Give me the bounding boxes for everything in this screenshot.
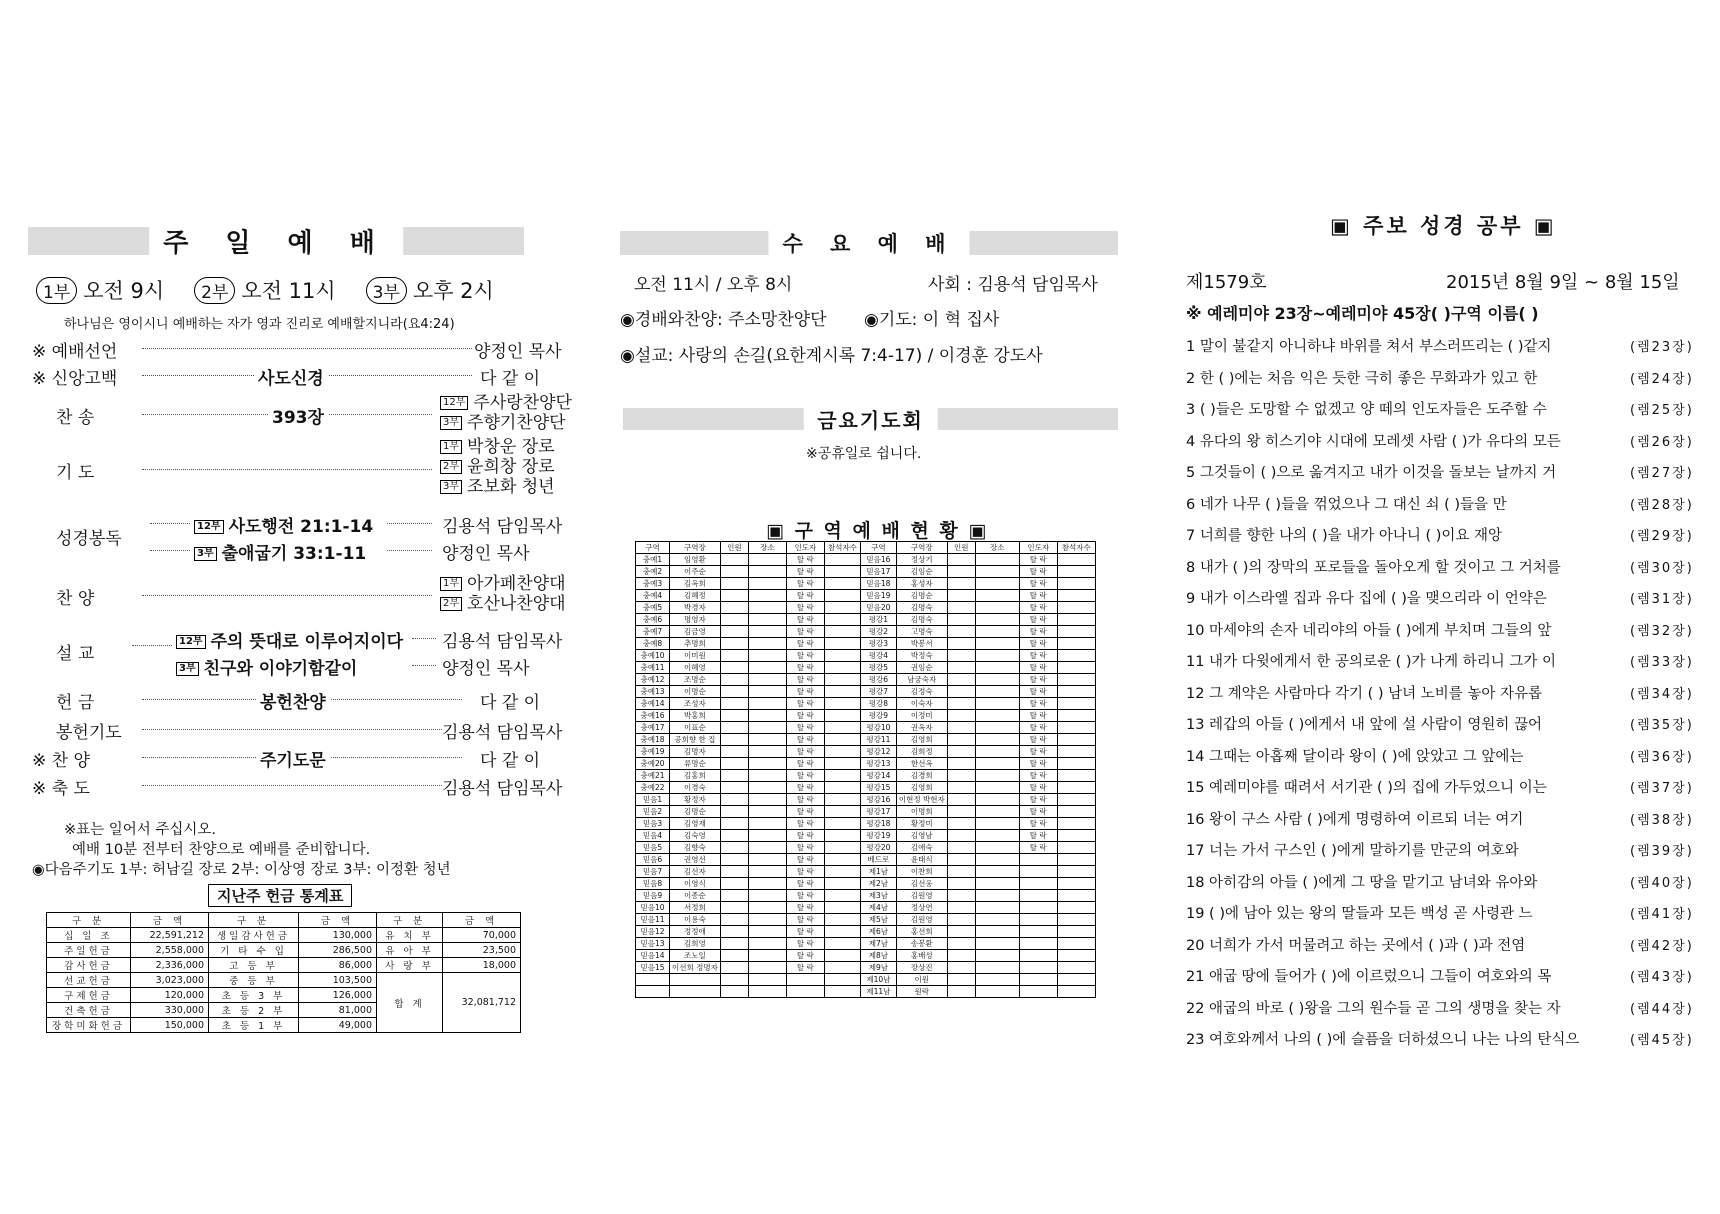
cell-row: 믿음5 김향숙 탈 락 평강20 김애숙 탈 락 [636,842,1096,854]
cell-row: 믿음14 조노일 탈 락 제8남 홍배성 [636,950,1096,962]
cell-row: 충예22 이경숙 탈 락 평강15 김영희 탈 락 [636,782,1096,794]
wednesday-praise: ◉경배와찬양: 주소망찬양단 [620,310,827,330]
cell-rows [636,554,1096,998]
study-question: 4 유다의 왕 히스기야 시대에 모레셋 사람 ( )가 유다의 모든 (렘26장) [1186,430,1561,451]
service-time-3: 3부 오후 2시 [366,275,494,305]
study-question: 10 마세야의 손자 네리야의 아들 ( )에게 부치며 그들의 앞 (렘32장) [1186,619,1551,640]
cell-row: 제11남 원락 [636,986,1096,998]
study-question: 12 그 계약은 사람마다 각기 ( ) 남녀 노비를 놓아 자유롭 (렘34장) [1186,682,1542,703]
offering-row: 감사헌금 2,336,000 고 등 부 86,000 사 랑 부 18,000 [47,958,521,973]
next-prayer-note: ◉다음주기도 1부: 허남길 장로 2부: 이상영 장로 3부: 이정환 청년 [32,862,451,878]
question-reference: (렘32장) [1630,623,1694,639]
praise-choirs: 1부 아가페찬양대 2부 호산나찬양대 [440,574,566,614]
study-question: 22 애굽의 바로 ( )왕을 그의 원수들 곧 그의 생명을 찾는 자 (렘44장) [1186,997,1561,1018]
question-reference: (렘23장) [1630,340,1694,355]
cell-row: 충예3 김옥희 탈 락 믿음18 홍성자 탈 락 [636,578,1096,590]
cell-title: ▣ 구 역 예 배 현 황 ▣ [766,520,989,542]
order-of-worship: ※ 예배선언 양정인 목사 ※ 신앙고백 사도신경 다 같 이 찬 송 393장 12부 주사랑찬양단 3부 주향기찬양단 기 도 1부 박창운 장로 2부 윤희창 장로 3부 조보화 청년 성경봉독 12부 사도행전 21:1-14 3부 출애굽기 33:1-11 김용석 담임목사 양정인 목사 찬 양 1부 아가페찬양대 2부 호산나찬양대 설 교 12부 주의 뜻대로 이루어지이다 3부 친구와 이야기함같이 김용석 담임목사 양정인 목사 헌 금 봉헌찬양 다 같 이 봉헌기도 김용석 담임목사 ※ 찬 양 주기도문 다 같 이 ※ 축 도 김용석 담임목사 [32,342,572,799]
study-question: 20 너희가 가서 머물려고 하는 곳에서 ( )과 ( )과 전염 (렘42장) [1186,934,1525,955]
study-question: 17 너는 가서 구스인 ( )에게 말하기를 만군의 여호와 (렘39장) [1186,839,1519,860]
offering-row: 선교헌금 3,023,000 중 등 부 103,500 합 계 32,081,712 [47,973,521,988]
offering-total: 32,081,712 [443,973,521,1033]
cell-row: 믿음4 김숙영 탈 락 평강19 김영남 탈 락 [636,830,1096,842]
cell-row: 제10남 이원 [636,974,1096,986]
question-reference: (렘33장) [1630,655,1694,670]
cell-row: 충예20 류명순 탈 락 평강13 한선옥 탈 락 [636,758,1096,770]
question-reference: (렘30장) [1630,560,1694,576]
study-question: 7 너희를 향한 나의 ( )을 내가 아나니 ( )이요 재앙 (렘29장) [1186,524,1502,545]
cell-row: 믿음1 황정자 탈 락 평강16 이현정 박현자 탈 락 [636,794,1096,806]
prayer-list: 1부 박창운 장로 2부 윤희창 장로 3부 조보화 청년 [440,437,555,497]
cell-row: 믿음10 서정희 탈 락 제4남 정상연 [636,902,1096,914]
study-question: 13 레갑의 아들 ( )에게서 내 앞에 설 사람이 영원히 끊어 (렘35장) [1186,713,1542,734]
sunday-title: 주 일 예 배 [149,223,403,260]
study-question: 18 아히감의 아들 ( )에게 그 땅을 맡기고 남녀와 유아와 (렘40장) [1186,871,1537,892]
wednesday-sermon: ◉설교: 사랑의 손길(요한계시록 7:4-17) / 이경훈 강도사 [620,346,1043,366]
question-reference: (렘39장) [1630,844,1694,859]
order-row: 설 교 12부 주의 뜻대로 이루어지이다 3부 친구와 이야기함같이 김용석 담임목사 양정인 목사 [32,625,572,679]
cell-row: 충예2 이주순 탈 락 믿음17 김임순 탈 락 [636,566,1096,578]
wednesday-title: 수 요 예 배 [768,228,969,258]
study-question: 3 ( )들은 도망할 수 없겠고 양 떼의 인도자들은 도주할 수 (렘25장) [1186,398,1547,419]
question-reference: (렘37장) [1630,781,1694,796]
cell-row: 충예7 김금영 탈 락 평강2 고명숙 탈 락 [636,626,1096,638]
order-row: 찬 송 393장 12부 주사랑찬양단 3부 주향기찬양단 [56,393,572,433]
wednesday-host: 사회 : 김용석 담임목사 [928,275,1098,295]
prep-note: 예배 10분 전부터 찬양으로 예배를 준비합니다. [72,842,371,858]
wednesday-prayer: ◉기도: 이 혁 집사 [864,310,1000,330]
study-question: 23 여호와께서 나의 ( )에 슬픔을 더하셨으니 나는 나의 탄식으 (렘45장) [1186,1028,1579,1049]
cell-row: 충예8 추명희 탈 락 평강3 박봉서 탈 락 [636,638,1096,650]
offering-rows [47,928,521,1033]
friday-header [623,408,1118,433]
cell-row: 충예19 김명자 탈 락 평강12 김희정 탈 락 [636,746,1096,758]
question-reference: (렘35장) [1630,718,1694,733]
study-question: 9 내가 이스라엘 집과 유다 집에 ( )을 맺으리라 이 언약은 (렘31장) [1186,587,1547,608]
cell-row: 믿음11 이용숙 탈 락 제5남 김원영 [636,914,1096,926]
question-reference: (렘44장) [1630,1001,1694,1017]
reading-1: 12부 사도행전 21:1-14 [194,512,373,537]
cell-row: 믿음9 이종순 탈 락 제3남 김원영 [636,890,1096,902]
cell-row: 충예5 박경자 탈 락 믿음20 김명숙 탈 락 [636,602,1096,614]
theme-verse: 하나님은 영이시니 예배하는 자가 영과 진리로 예배할지니라(요4:24) [64,317,455,332]
cell-row: 믿음3 김영재 탈 락 평강18 황정미 탈 락 [636,818,1096,830]
question-reference: (렘45장) [1630,1033,1694,1048]
issue-date: 2015년 8월 9일 ~ 8월 15일 [1446,272,1680,293]
cell-row: 충예12 조명순 탈 락 평강6 남궁숙자 탈 락 [636,674,1096,686]
cell-row: 믿음2 김명순 탈 락 평강17 이명희 탈 락 [636,806,1096,818]
study-question: 16 왕이 구스 사람 ( )에게 명령하여 이르되 너는 여기 (렘38장) [1186,808,1523,829]
cell-row: 충예17 이표순 탈 락 평강10 권옥자 탈 락 [636,722,1096,734]
offering-row: 구제헌금 120,000 초 등 3 부 126,000 [47,988,521,1003]
hymn-choirs: 12부 주사랑찬양단 3부 주향기찬양단 [440,393,572,433]
service-time-2: 2부 오전 11시 [194,275,336,305]
cell-row: 믿음8 이영식 탈 락 제2남 김선웅 [636,878,1096,890]
cell-row: 믿음7 김선자 탈 락 제1남 이찬희 [636,866,1096,878]
offering-row: 건축헌금 330,000 초 등 2 부 81,000 [47,1003,521,1018]
friday-note: ※공휴일로 쉽니다. [806,446,922,462]
cell-row: 충예1 임영환 탈 락 믿음16 정상기 탈 락 [636,554,1096,566]
study-question: 21 애굽 땅에 들어가 ( )에 이르렀으니 그들이 여호와의 목 (렘43장) [1186,965,1551,986]
study-question: 11 내가 다윗에게서 한 공의로운 ( )가 나게 하리니 그가 이 (렘33장) [1186,650,1556,671]
offering-row: 주일헌금 2,558,000 기 타 수 입 286,500 유 아 부 23,500 [47,943,521,958]
cell-row: 충예11 이혜영 탈 락 평강5 권임순 탈 락 [636,662,1096,674]
study-scope: ※ 예레미야 23장~예레미야 45장( )구역 이름( ) [1186,304,1539,323]
question-reference: (렘41장) [1630,907,1694,922]
question-reference: (렘40장) [1630,875,1694,891]
standing-note: ※표는 일어서 주십시오. [64,822,217,838]
order-row: 성경봉독 12부 사도행전 21:1-14 3부 출애굽기 33:1-11 김용석 담임목사 양정인 목사 [32,510,572,564]
question-reference: (렘24장) [1630,371,1694,387]
study-question: 14 그때는 아홉째 달이라 왕이 ( )에 앉았고 그 앞에는 (렘36장) [1186,745,1523,766]
question-reference: (렘43장) [1630,970,1694,985]
cell-row: 충예13 이명순 탈 락 평강7 김정숙 탈 락 [636,686,1096,698]
study-question: 5 그것들이 ( )으로 옮겨지고 내가 이것을 돌보는 날까지 거 (렘27장) [1186,461,1556,482]
cell-row: 충예21 김홍희 탈 락 평강14 김경희 탈 락 [636,770,1096,782]
question-reference: (렘27장) [1630,466,1694,481]
offering-title: 지난주 헌금 통계표 [208,884,352,907]
order-row: 찬 양 1부 아가페찬양대 2부 호산나찬양대 [56,574,566,614]
question-reference: (렘36장) [1630,749,1694,765]
offering-row: 십 일 조 22,591,212 생일감사헌금 130,000 유 치 부 70,000 [47,928,521,943]
question-reference: (렘26장) [1630,434,1694,450]
question-reference: (렘34장) [1630,686,1694,702]
study-question: 8 내가 ( )의 장막의 포로들을 돌아오게 할 것이고 그 거처를 (렘30장) [1186,556,1561,577]
question-reference: (렘42장) [1630,938,1694,954]
study-question: 15 예레미야를 때려서 서기관 ( )의 집에 가두었으니 이는 (렘37장) [1186,776,1547,797]
sermon-2: 3부 친구와 이야기함같이 [176,654,357,679]
cell-row: 충예10 이미원 탈 락 평강4 박정숙 탈 락 [636,650,1096,662]
offering-row: 장학미화헌금 150,000 초 등 1 부 49,000 [47,1018,521,1033]
sermon-1: 12부 주의 뜻대로 이루어지이다 [176,627,403,652]
cell-row: 충예4 김혜정 탈 락 믿음19 김명순 탈 락 [636,590,1096,602]
study-question: 1 말이 불같지 아니하냐 바위를 쳐서 부스러뜨리는 ( )같지 (렘23장) [1186,335,1552,356]
friday-title: 금요기도회 [803,405,938,434]
study-question: 2 한 ( )에는 처음 익은 듯한 극히 좋은 무화과가 있고 한 (렘24장) [1186,367,1537,388]
cell-row: 충예16 박홍희 탈 락 평강9 이정미 탈 락 [636,710,1096,722]
cell-row: 충예18 공희향 한 집 탈 락 평강11 김영희 탈 락 [636,734,1096,746]
question-reference: (렘29장) [1630,529,1694,544]
question-reference: (렘25장) [1630,403,1694,418]
offering-table: 구 분 금 액 구 분 금 액 구 분 금 액 십 일 조 22,591,212 생일감사헌금 130,000 유 치 부 70,000 주일헌금 2,558,000 기 타 수 입 286,500 유 아 부 23,500 감사헌금 2,336,000 고 등 부 86,000 사 랑 부 18,000 선교헌금 3,023,000 중 등 부 103,500 합 계 32,081,712 구제헌금 120,000 초 등 3 부 126,000 건축헌금 330,000 초 등 2 부 81,000 장학미화헌금 150,000 초 등 1 부 49,000 [46,912,521,1033]
question-reference: (렘28장) [1630,497,1694,513]
issue-number: 제1579호 [1186,272,1267,293]
wednesday-header [620,231,1118,255]
order-row: 기 도 1부 박창운 장로 2부 윤희창 장로 3부 조보화 청년 [56,437,555,497]
bible-title: ▣ 주보 성경 공부 ▣ [1330,214,1557,238]
cell-row: 충예14 조성자 탈 락 평강8 이숙자 탈 락 [636,698,1096,710]
cell-table: 구역 구역장 인원 장소 인도자 참석자수 구역 구역장 인원 장소 인도자 참석자수 충예1 임영환 탈 락 믿음16 정상기 탈 락 충예2 이주순 탈 락 믿음17 김임순 탈 락 충예3 김옥희 탈 락 믿음18 홍성자 탈 락 충예4 김혜정 탈 락 믿음19 김명순 탈 락 충예5 박경자 탈 락 믿음20 김명숙 탈 락 충예6 명영자 탈 락 평강1 김명숙 탈 락 충예7 김금영 탈 락 평강2 고명숙 탈 락 충예8 추명희 탈 락 평강3 박봉서 탈 락 충예10 이미원 탈 락 평강4 박정숙 탈 락 충예11 이혜영 탈 락 평강5 권임순 탈 락 충예12 조명순 탈 락 평강6 남궁숙자 탈 락 충예13 이명순 탈 락 평강7 김정숙 탈 락 충예14 조성자 탈 락 평강8 이숙자 탈 락 충예16 박홍희 탈 락 평강9 이정미 탈 락 충예17 이표순 탈 락 평강10 권옥자 탈 락 충예18 공희향 한 집 탈 락 평강11 김영희 탈 락 충예19 김명자 탈 락 평강12 김희정 탈 락 충예20 류명순 탈 락 평강13 한선옥 탈 락 충예21 김홍희 탈 락 평강14 김경희 탈 락 충예22 이경숙 탈 락 평강15 김영희 탈 락 믿음1 황정자 탈 락 평강16 이현정 박현자 탈 락 믿음2 김명순 탈 락 평강17 이명희 탈 락 믿음3 김영재 탈 락 평강18 황정미 탈 락 믿음4 김숙영 탈 락 평강19 김영남 탈 락 믿음5 김향숙 탈 락 평강20 김애숙 탈 락 믿음6 권영선 탈 락 베드로 윤태식 믿음7 김선자 탈 락 제1남 이찬희 믿음8 이영식 탈 락 제2남 김선웅 믿음9 이종순 탈 락 제3남 김원영 믿음10 서정희 탈 락 제4남 정상연 믿음11 이용숙 탈 락 제5남 김원영 믿음12 정정애 탈 락 제6남 홍선희 믿음13 김희영 탈 락 제7남 송봉환 믿음14 조노일 탈 락 제8남 홍배성 믿음15 이선희 정명자 탈 락 제9남 장상진 제10남 이원 제11남 원락 [635,541,1096,998]
study-question: 19 ( )에 남아 있는 왕의 딸들과 모든 백성 곧 사령관 느 (렘41장) [1186,902,1533,923]
service-time-1: 1부 오전 9시 [36,275,164,305]
cell-row: 믿음13 김희영 탈 락 제7남 송봉환 [636,938,1096,950]
offering-total-label: 합 계 [377,973,443,1033]
study-question: 6 네가 나무 ( )들을 꺾었으나 그 대신 쇠 ( )들을 만 (렘28장) [1186,493,1507,514]
question-reference: (렘31장) [1630,592,1694,607]
cell-row: 믿음12 정정애 탈 락 제6남 홍선희 [636,926,1096,938]
question-reference: (렘38장) [1630,812,1694,828]
cell-row: 믿음15 이선희 정명자 탈 락 제9남 장상진 [636,962,1096,974]
wednesday-time: 오전 11시 / 오후 8시 [634,275,793,295]
cell-row: 믿음6 권영선 탈 락 베드로 윤태식 [636,854,1096,866]
cell-row: 충예6 명영자 탈 락 평강1 김명숙 탈 락 [636,614,1096,626]
reading-2: 3부 출애굽기 33:1-11 [194,539,366,564]
